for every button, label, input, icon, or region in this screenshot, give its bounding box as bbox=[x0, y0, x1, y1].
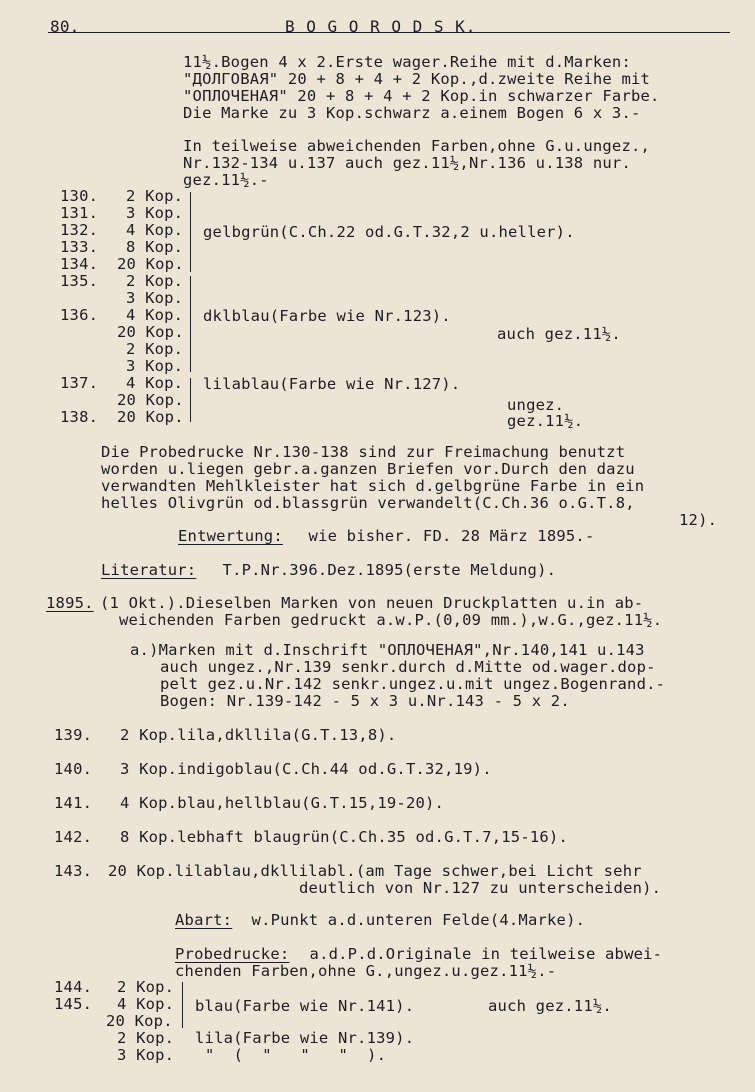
perforation-note: gez.11½. bbox=[507, 412, 584, 430]
catalog-number: 145. bbox=[54, 995, 93, 1013]
group-brace bbox=[184, 192, 191, 272]
variant-note-line: Nr.132-134 u.137 auch gez.11½,Nr.136 u.138 nur. bbox=[183, 154, 631, 172]
intro-line: "ОПЛОЧЕНАЯ" 20 + 8 + 4 + 2 Kop.in schwarzer Farbe. bbox=[183, 87, 660, 105]
issue-line: weichenden Farben gedruckt a.w.P.(0,09 mm.),w.G.,gez.11½. bbox=[119, 611, 663, 629]
catalog-number: 142. bbox=[54, 828, 93, 846]
denomination: 2 Kop. bbox=[126, 340, 184, 358]
denomination: 20 Kop. bbox=[117, 323, 184, 341]
catalog-number: 140. bbox=[54, 760, 93, 778]
paragraph-line: Die Probedrucke Nr.130-138 sind zur Freimachung benutzt bbox=[101, 443, 626, 461]
color-description: dklblau(Farbe wie Nr.123). bbox=[203, 307, 451, 325]
section-a-line: auch ungez.,Nr.139 senkr.durch d.Mitte od.wager.dop- bbox=[160, 658, 656, 676]
stamp-entry: 3 Kop.indigoblau(C.Ch.44 od.G.T.32,19). bbox=[120, 760, 492, 778]
denomination: 2 Kop. bbox=[117, 978, 175, 996]
catalog-number: 138. bbox=[60, 408, 99, 426]
catalog-number: 143. bbox=[54, 862, 93, 880]
denomination: 8 Kop. bbox=[126, 238, 184, 256]
catalog-number: 141. bbox=[54, 794, 93, 812]
denomination: 4 Kop. bbox=[126, 306, 184, 324]
paragraph-line: worden u.liegen gebr.a.ganzen Briefen vor.Durch den dazu bbox=[101, 460, 635, 478]
catalog-number: 132. bbox=[60, 221, 99, 239]
denomination: 4 Kop. bbox=[117, 995, 175, 1013]
denomination: 3 Kop. bbox=[126, 357, 184, 375]
section-a-line: Bogen: Nr.139-142 - 5 x 3 u.Nr.143 - 5 x 2. bbox=[160, 692, 570, 710]
header-rule bbox=[48, 32, 730, 33]
catalog-number: 135. bbox=[60, 272, 99, 290]
catalog-number: 144. bbox=[54, 978, 93, 996]
catalog-number: 134. bbox=[60, 255, 99, 273]
paragraph-line: helles Olivgrün od.blassgrün verwandelt(C.Ch.36 o.G.T.8, bbox=[101, 494, 635, 512]
denomination: 20 Kop. bbox=[106, 1012, 173, 1030]
page-title: B O G O R O D S K. bbox=[285, 17, 477, 36]
denomination: 20 Kop. bbox=[117, 255, 184, 273]
denomination: 3 Kop. bbox=[126, 204, 184, 222]
entwertung-label: Entwertung: bbox=[178, 527, 283, 545]
group-brace bbox=[184, 378, 191, 422]
color-description: blau(Farbe wie Nr.141). bbox=[195, 997, 415, 1015]
denomination: 3 Kop. bbox=[117, 1046, 175, 1064]
catalog-number: 133. bbox=[60, 238, 99, 256]
section-a-line: a.)Marken mit d.Inschrift "ОПЛОЧЕНАЯ",Nr.140,141 u.143 bbox=[130, 641, 645, 659]
abart-label: Abart: bbox=[175, 911, 233, 929]
issue-year: 1895. bbox=[46, 594, 94, 612]
catalog-number: 131. bbox=[60, 204, 99, 222]
section-a-line: pelt gez.u.Nr.142 senkr.ungez.u.mit ungez.Bogenrand.- bbox=[160, 675, 666, 693]
denomination: 20 Kop. bbox=[117, 391, 184, 409]
entwertung-text: wie bisher. FD. 28 März 1895.- bbox=[299, 527, 595, 545]
abart-text: w.Punkt a.d.unteren Felde(4.Marke). bbox=[242, 911, 586, 929]
color-description: gelbgrün(C.Ch.22 od.G.T.32,2 u.heller). bbox=[203, 223, 575, 241]
probedrucke-text: a.d.P.d.Originale in teilweise abwei- bbox=[300, 945, 663, 963]
variant-note-line: gez.11½.- bbox=[183, 171, 269, 189]
paragraph-line: verwandten Mehlkleister hat sich d.gelbgrüne Farbe in ein bbox=[101, 477, 645, 495]
stamp-entry: 20 Kop.lilablau,dkllilabl.(am Tage schwer,bei Licht sehr bbox=[108, 862, 642, 880]
literatur-label: Literatur: bbox=[101, 561, 197, 579]
intro-line: 11½.Bogen 4 x 2.Erste wager.Reihe mit d.Marken: bbox=[183, 53, 631, 71]
denomination: 20 Kop. bbox=[117, 408, 184, 426]
probedrucke-text: chenden Farben,ohne G.,ungez.u.gez.11½.- bbox=[175, 962, 557, 980]
denomination: 4 Kop. bbox=[126, 221, 184, 239]
stamp-entry: 8 Kop.lebhaft blaugrün(C.Ch.35 od.G.T.7,15-16). bbox=[120, 828, 568, 846]
perforation-note: ungez. bbox=[507, 396, 565, 414]
variant-note-line: In teilweise abweichenden Farben,ohne G.u.ungez., bbox=[183, 137, 651, 155]
denomination: 2 Kop. bbox=[126, 187, 184, 205]
perforation-note: auch gez.11½. bbox=[488, 997, 612, 1015]
catalog-number: 137. bbox=[60, 374, 99, 392]
group-brace bbox=[184, 276, 191, 372]
denomination: 4 Kop. bbox=[126, 374, 184, 392]
catalog-number: 130. bbox=[60, 187, 99, 205]
stamp-entry: 4 Kop.blau,hellblau(G.T.15,19-20). bbox=[120, 794, 445, 812]
stamp-entry-continued: deutlich von Nr.127 zu unterscheiden). bbox=[299, 879, 662, 897]
denomination: 2 Kop. bbox=[117, 1029, 175, 1047]
probedrucke-label: Probedrucke: bbox=[175, 945, 290, 963]
intro-line: "ДОЛГОВАЯ" 20 + 8 + 4 + 2 Kop.,d.zweite Reihe mit bbox=[183, 70, 651, 88]
denomination: 3 Kop. bbox=[126, 289, 184, 307]
catalog-number: 136. bbox=[60, 306, 99, 324]
paragraph-line: 12). bbox=[679, 511, 718, 529]
page-number: 80. bbox=[50, 17, 80, 36]
denomination: 2 Kop. bbox=[126, 272, 184, 290]
color-description: lilablau(Farbe wie Nr.127). bbox=[203, 375, 461, 393]
color-description: lila(Farbe wie Nr.139). bbox=[195, 1029, 415, 1047]
issue-line: (1 Okt.).Dieselben Marken von neuen Druckplatten u.in ab- bbox=[100, 594, 644, 612]
group-brace bbox=[176, 982, 183, 1028]
catalog-number: 139. bbox=[54, 726, 93, 744]
intro-line: Die Marke zu 3 Kop.schwarz a.einem Bogen 6 x 3.- bbox=[183, 104, 641, 122]
color-description: " ( " " " ). bbox=[205, 1046, 387, 1064]
literatur-text: T.P.Nr.396.Dez.1895(erste Meldung). bbox=[213, 561, 557, 579]
perforation-note: auch gez.11½. bbox=[497, 325, 621, 343]
stamp-entry: 2 Kop.lila,dkllila(G.T.13,8). bbox=[120, 726, 397, 744]
